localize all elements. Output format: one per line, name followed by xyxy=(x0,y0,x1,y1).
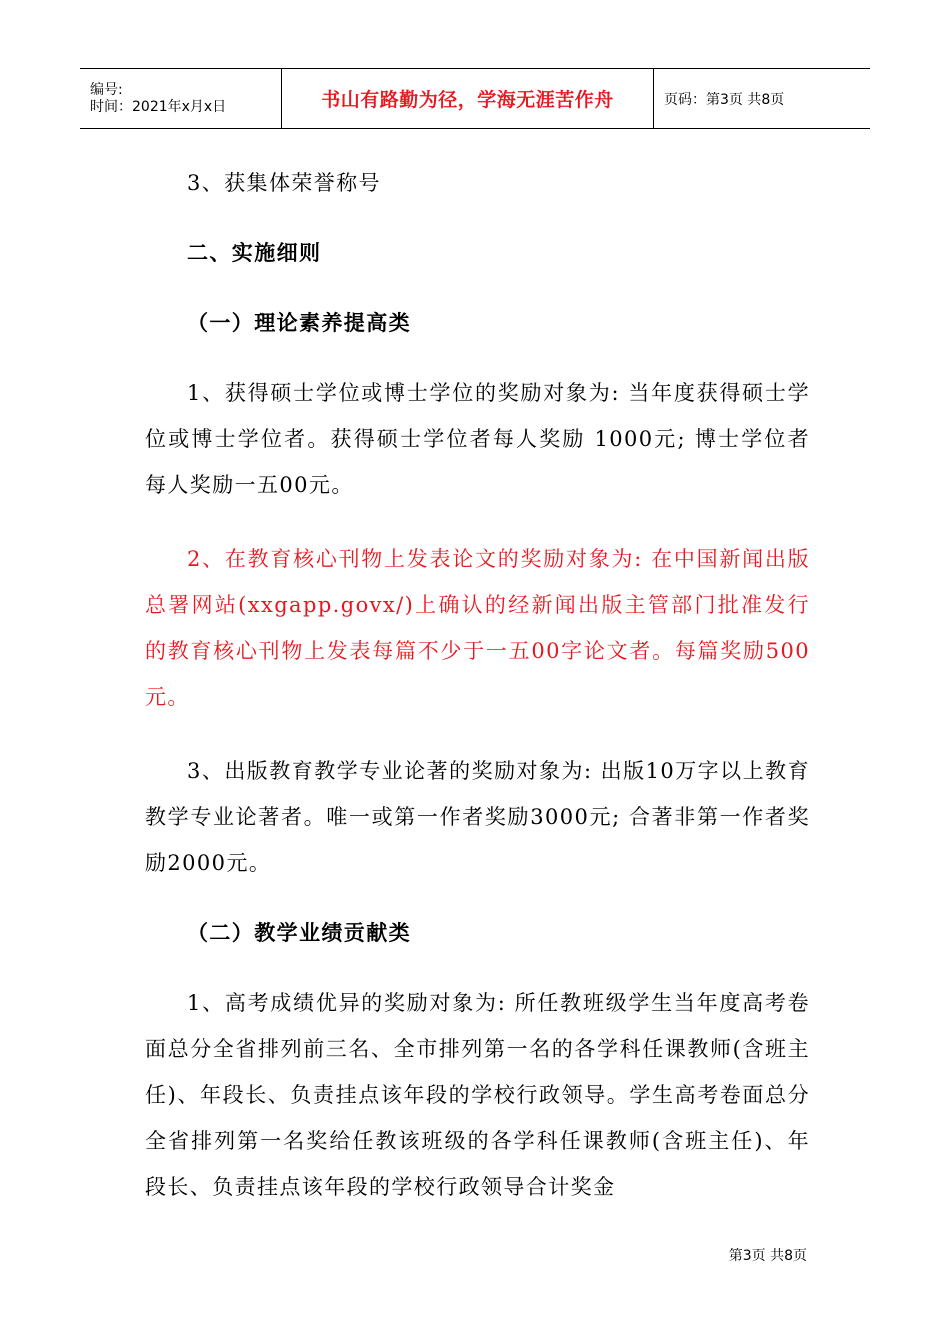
header-page-number: 页码：第3页 共8页 xyxy=(664,91,785,108)
page-footer-number: 第3页 共8页 xyxy=(728,1248,807,1264)
page-header xyxy=(80,68,870,129)
subsection-title-theory: （一）理论素养提高类 xyxy=(187,311,411,335)
document-date-label: 时间：2021年x月x日 xyxy=(90,98,227,115)
paragraph-journal-reward: 2、在教育核心刊物上发表论文的奖励对象为: 在中国新闻出版总署网站(xxgapp.govx/)上确认的经新闻出版主管部门批准发行的教育核心刊物上发表每篇不少于一五00字论文者。每篇奖励500元。 xyxy=(145,547,810,709)
paragraph-degree-reward: 1、获得硕士学位或博士学位的奖励对象为: 当年度获得硕士学位或博士学位者。获得硕士学位者每人奖励 1000元; 博士学位者每人奖励一五00元。 xyxy=(145,381,810,497)
header-motto-cell xyxy=(282,69,654,128)
paragraph-exam-reward: 1、高考成绩优异的奖励对象为: 所任教班级学生当年度高考卷面总分全省排列前三名、全市排列第一名的各学科任课教师(含班主任)、年段长、负责挂点该年段的学校行政领导。学生高考卷面总分全省排列第一名奖给任教该班级的各学科任课教师(含班主任)、年段长、负责挂点该年段的学校行政领导合计奖金 xyxy=(145,991,810,1199)
section-title-implementation: 二、实施细则 xyxy=(187,241,322,265)
header-meta-cell xyxy=(80,69,282,128)
header-motto: 书山有路勤为径，学海无涯苦作舟 xyxy=(321,89,614,111)
subsection-title-teaching: （二）教学业绩贡献类 xyxy=(187,921,411,945)
document-number-label: 编号: xyxy=(90,81,123,98)
item-collective-honor: 3、获集体荣誉称号 xyxy=(187,171,381,195)
document-body xyxy=(145,160,810,1210)
header-page-cell xyxy=(654,69,870,128)
paragraph-monograph-reward: 3、出版教育教学专业论著的奖励对象为: 出版10万字以上教育教学专业论著者。唯一或第一作者奖励3000元; 合著非第一作者奖励2000元。 xyxy=(145,759,810,875)
